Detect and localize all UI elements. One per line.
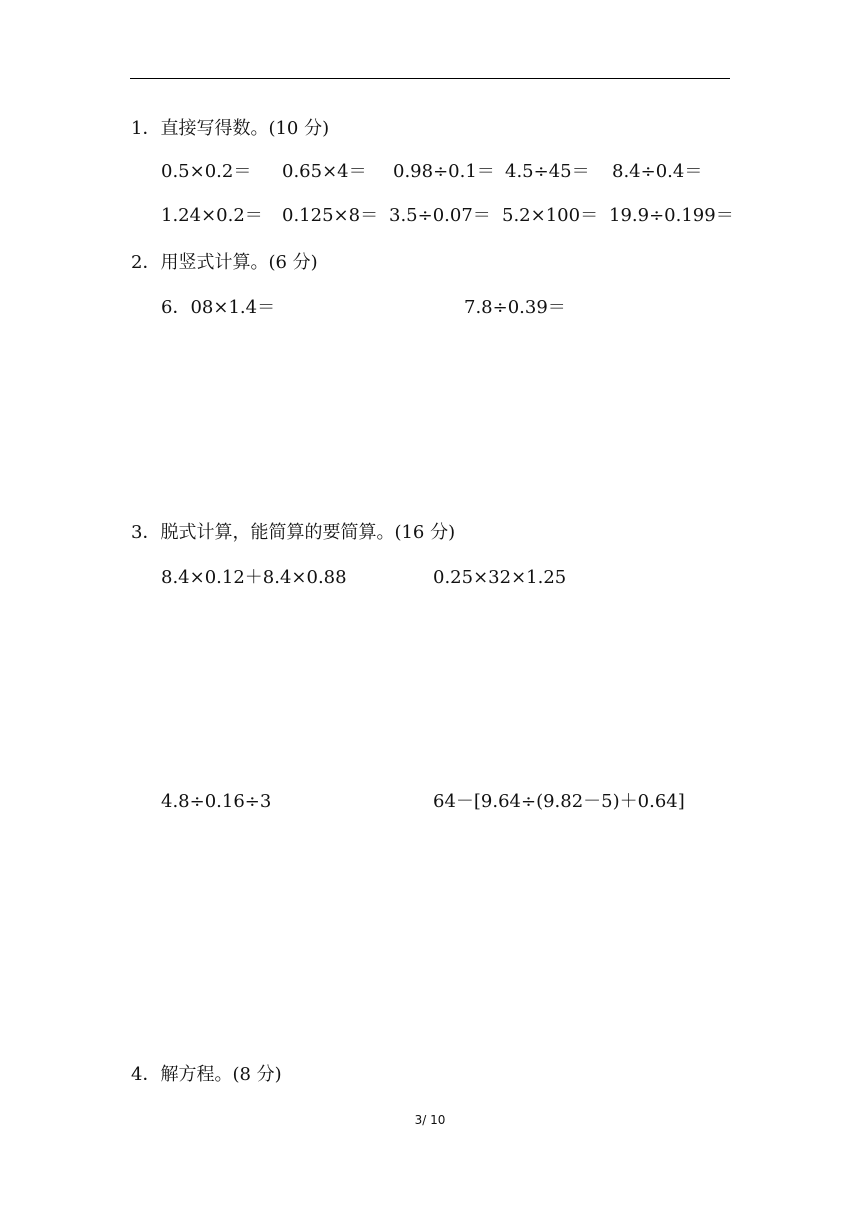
page-number: 3/ 10 <box>414 1113 446 1127</box>
q4-heading: 4．解方程。(8 分) <box>131 1064 282 1085</box>
q3-item: 64－[9.64÷(9.82－5)＋0.64] <box>433 791 685 812</box>
q1-heading: 1．直接写得数。(10 分) <box>131 118 330 139</box>
q2-item: 7.8÷0.39＝ <box>464 297 566 318</box>
q3-item: 0.25×32×1.25 <box>433 567 567 588</box>
q3-item: 8.4×0.12＋8.4×0.88 <box>161 567 347 588</box>
q1-item: 8.4÷0.4＝ <box>612 161 703 182</box>
header-rule <box>130 78 730 79</box>
q1-item: 5.2×100＝ <box>502 205 599 226</box>
q1-item: 4.5÷45＝ <box>505 161 590 182</box>
q1-item: 3.5÷0.07＝ <box>389 205 491 226</box>
q2-heading: 2．用竖式计算。(6 分) <box>131 252 318 273</box>
q1-item: 0.125×8＝ <box>282 205 379 226</box>
q2-item: 6．08×1.4＝ <box>161 297 276 318</box>
q3-heading: 3．脱式计算，能简算的要简算。(16 分) <box>131 522 456 543</box>
q1-item: 0.65×4＝ <box>282 161 367 182</box>
q3-item: 4.8÷0.16÷3 <box>161 791 272 812</box>
q1-item: 1.24×0.2＝ <box>161 205 263 226</box>
q1-item: 0.98÷0.1＝ <box>393 161 495 182</box>
q1-item: 19.9÷0.199＝ <box>609 205 734 226</box>
q1-item: 0.5×0.2＝ <box>161 161 252 182</box>
